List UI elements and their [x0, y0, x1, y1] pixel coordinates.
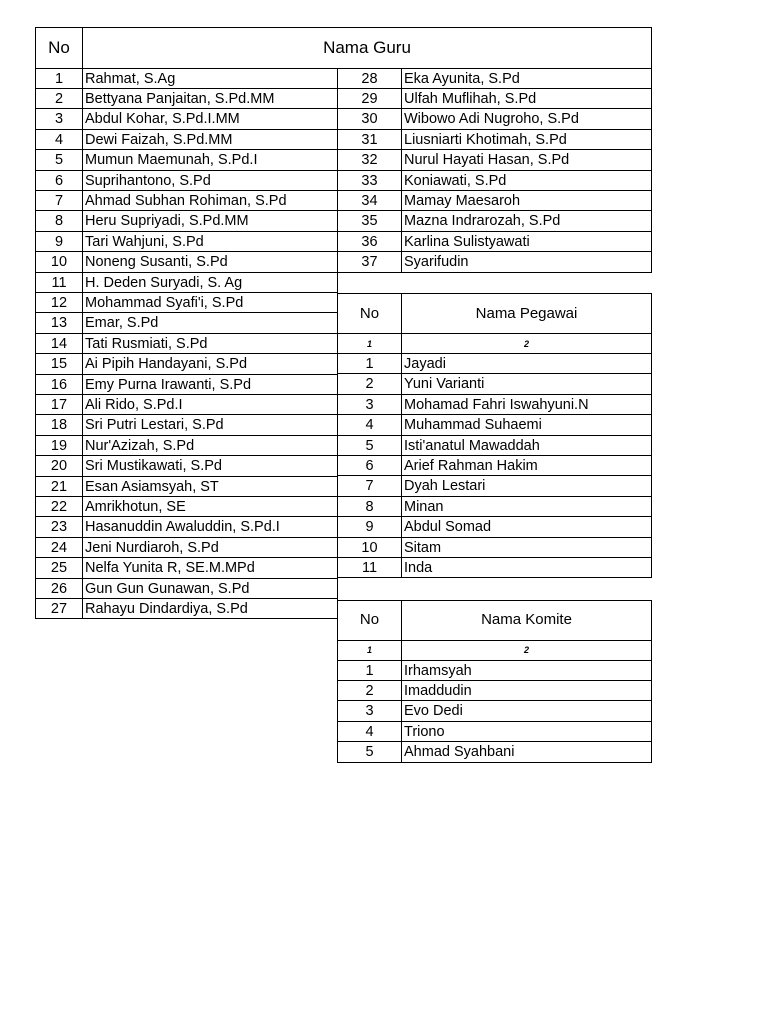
guru-row-no: 32	[337, 149, 402, 171]
guru-row-no: 33	[337, 170, 402, 191]
komite-row-no: 4	[337, 721, 402, 742]
guru-row-nama: Jeni Nurdiaroh, S.Pd	[82, 537, 338, 558]
guru-row-nama: Ulfah Muflihah, S.Pd	[401, 88, 652, 109]
pegawai-row-nama: Minan	[401, 496, 652, 517]
guru-row-no: 30	[337, 108, 402, 130]
pegawai-row-no: 1	[337, 353, 402, 374]
guru-row-nama: Syarifudin	[401, 251, 652, 273]
guru-row-no: 25	[35, 557, 83, 579]
guru-header-nama: Nama Guru	[82, 27, 652, 69]
guru-row-nama: Rahayu Dindardiya, S.Pd	[82, 598, 338, 619]
guru-row-no: 12	[35, 292, 83, 313]
pegawai-row-no: 9	[337, 516, 402, 538]
pegawai-row-nama: Muhammad Suhaemi	[401, 414, 652, 436]
komite-row-nama: Triono	[401, 721, 652, 742]
guru-row-nama: Emar, S.Pd	[82, 312, 338, 334]
guru-row-nama: Rahmat, S.Ag	[82, 68, 338, 89]
guru-row-no: 1	[35, 68, 83, 89]
guru-row-nama: Ai Pipih Handayani, S.Pd	[82, 353, 338, 375]
guru-row-no: 10	[35, 251, 83, 273]
guru-row-no: 17	[35, 394, 83, 415]
komite-header-nama: Nama Komite	[401, 600, 652, 641]
komite-row-no: 3	[337, 700, 402, 722]
guru-header-no: No	[35, 27, 83, 69]
guru-row-nama: Dewi Faizah, S.Pd.MM	[82, 129, 338, 150]
guru-row-no: 20	[35, 455, 83, 477]
komite-header-no: No	[337, 600, 402, 641]
komite-row-nama: Evo Dedi	[401, 700, 652, 722]
guru-row-no: 14	[35, 333, 83, 354]
pegawai-row-no: 11	[337, 557, 402, 578]
guru-row-nama: H. Deden Suryadi, S. Ag	[82, 272, 338, 293]
guru-row-nama: Ahmad Subhan Rohiman, S.Pd	[82, 190, 338, 211]
komite-row-no: 1	[337, 660, 402, 681]
guru-row-no: 15	[35, 353, 83, 375]
pegawai-row-no: 6	[337, 455, 402, 476]
komite-row-no: 2	[337, 680, 402, 701]
pegawai-row-no: 2	[337, 373, 402, 395]
guru-row-nama: Tati Rusmiati, S.Pd	[82, 333, 338, 354]
guru-row-no: 3	[35, 108, 83, 130]
guru-row-nama: Heru Supriyadi, S.Pd.MM	[82, 210, 338, 232]
pegawai-row-nama: Isti'anatul Mawaddah	[401, 435, 652, 456]
guru-row-nama: Ali Rido, S.Pd.I	[82, 394, 338, 415]
pegawai-subheader-nama: 2	[401, 333, 652, 354]
guru-row-no: 27	[35, 598, 83, 619]
pegawai-row-nama: Sitam	[401, 537, 652, 558]
guru-row-no: 18	[35, 414, 83, 436]
pegawai-row-nama: Inda	[401, 557, 652, 578]
guru-row-nama: Sri Putri Lestari, S.Pd	[82, 414, 338, 436]
guru-row-no: 28	[337, 68, 402, 89]
guru-row-nama: Karlina Sulistyawati	[401, 231, 652, 252]
guru-row-no: 2	[35, 88, 83, 109]
guru-row-nama: Hasanuddin Awaluddin, S.Pd.I	[82, 516, 338, 538]
guru-row-nama: Tari Wahjuni, S.Pd	[82, 231, 338, 252]
guru-row-no: 5	[35, 149, 83, 171]
guru-row-nama: Suprihantono, S.Pd	[82, 170, 338, 191]
komite-row-nama: Imaddudin	[401, 680, 652, 701]
guru-row-no: 7	[35, 190, 83, 211]
guru-row-nama: Nurul Hayati Hasan, S.Pd	[401, 149, 652, 171]
komite-subheader-no: 1	[337, 640, 402, 661]
guru-row-nama: Mohammad Syafi'i, S.Pd	[82, 292, 338, 313]
guru-row-no: 37	[337, 251, 402, 273]
guru-row-no: 29	[337, 88, 402, 109]
guru-row-nama: Koniawati, S.Pd	[401, 170, 652, 191]
guru-row-nama: Bettyana Panjaitan, S.Pd.MM	[82, 88, 338, 109]
guru-row-no: 21	[35, 476, 83, 497]
guru-row-no: 36	[337, 231, 402, 252]
guru-row-nama: Amrikhotun, SE	[82, 496, 338, 517]
guru-row-no: 13	[35, 312, 83, 334]
komite-row-no: 5	[337, 741, 402, 763]
pegawai-subheader-no: 1	[337, 333, 402, 354]
pegawai-row-nama: Arief Rahman Hakim	[401, 455, 652, 476]
guru-row-no: 31	[337, 129, 402, 150]
pegawai-row-nama: Yuni Varianti	[401, 373, 652, 395]
pegawai-header-no: No	[337, 293, 402, 334]
guru-row-no: 11	[35, 272, 83, 293]
guru-row-no: 34	[337, 190, 402, 211]
guru-row-no: 4	[35, 129, 83, 150]
guru-row-nama: Mumun Maemunah, S.Pd.I	[82, 149, 338, 171]
pegawai-row-nama: Dyah Lestari	[401, 475, 652, 497]
guru-row-nama: Wibowo Adi Nugroho, S.Pd	[401, 108, 652, 130]
guru-row-no: 24	[35, 537, 83, 558]
guru-row-no: 23	[35, 516, 83, 538]
pegawai-row-nama: Mohamad Fahri Iswahyuni.N	[401, 394, 652, 415]
komite-subheader-nama: 2	[401, 640, 652, 661]
pegawai-row-no: 7	[337, 475, 402, 497]
guru-row-nama: Abdul Kohar, S.Pd.I.MM	[82, 108, 338, 130]
guru-row-nama: Noneng Susanti, S.Pd	[82, 251, 338, 273]
guru-row-nama: Gun Gun Gunawan, S.Pd	[82, 578, 338, 599]
guru-row-nama: Nelfa Yunita R, SE.M.MPd	[82, 557, 338, 579]
komite-row-nama: Irhamsyah	[401, 660, 652, 681]
guru-row-nama: Eka Ayunita, S.Pd	[401, 68, 652, 89]
komite-row-nama: Ahmad Syahbani	[401, 741, 652, 763]
pegawai-row-no: 5	[337, 435, 402, 456]
pegawai-row-nama: Jayadi	[401, 353, 652, 374]
guru-row-no: 19	[35, 435, 83, 456]
guru-row-no: 35	[337, 210, 402, 232]
guru-row-no: 22	[35, 496, 83, 517]
guru-row-no: 26	[35, 578, 83, 599]
pegawai-row-nama: Abdul Somad	[401, 516, 652, 538]
guru-row-no: 16	[35, 374, 83, 395]
guru-row-nama: Emy Purna Irawanti, S.Pd	[82, 374, 338, 395]
pegawai-row-no: 4	[337, 414, 402, 436]
guru-row-nama: Mamay Maesaroh	[401, 190, 652, 211]
pegawai-row-no: 3	[337, 394, 402, 415]
guru-row-nama: Esan Asiamsyah, ST	[82, 476, 338, 497]
guru-row-nama: Liusniarti Khotimah, S.Pd	[401, 129, 652, 150]
pegawai-header-nama: Nama Pegawai	[401, 293, 652, 334]
pegawai-row-no: 8	[337, 496, 402, 517]
guru-row-nama: Mazna Indrarozah, S.Pd	[401, 210, 652, 232]
guru-row-nama: Sri Mustikawati, S.Pd	[82, 455, 338, 477]
guru-row-no: 8	[35, 210, 83, 232]
guru-row-nama: Nur'Azizah, S.Pd	[82, 435, 338, 456]
guru-row-no: 9	[35, 231, 83, 252]
pegawai-row-no: 10	[337, 537, 402, 558]
guru-row-no: 6	[35, 170, 83, 191]
